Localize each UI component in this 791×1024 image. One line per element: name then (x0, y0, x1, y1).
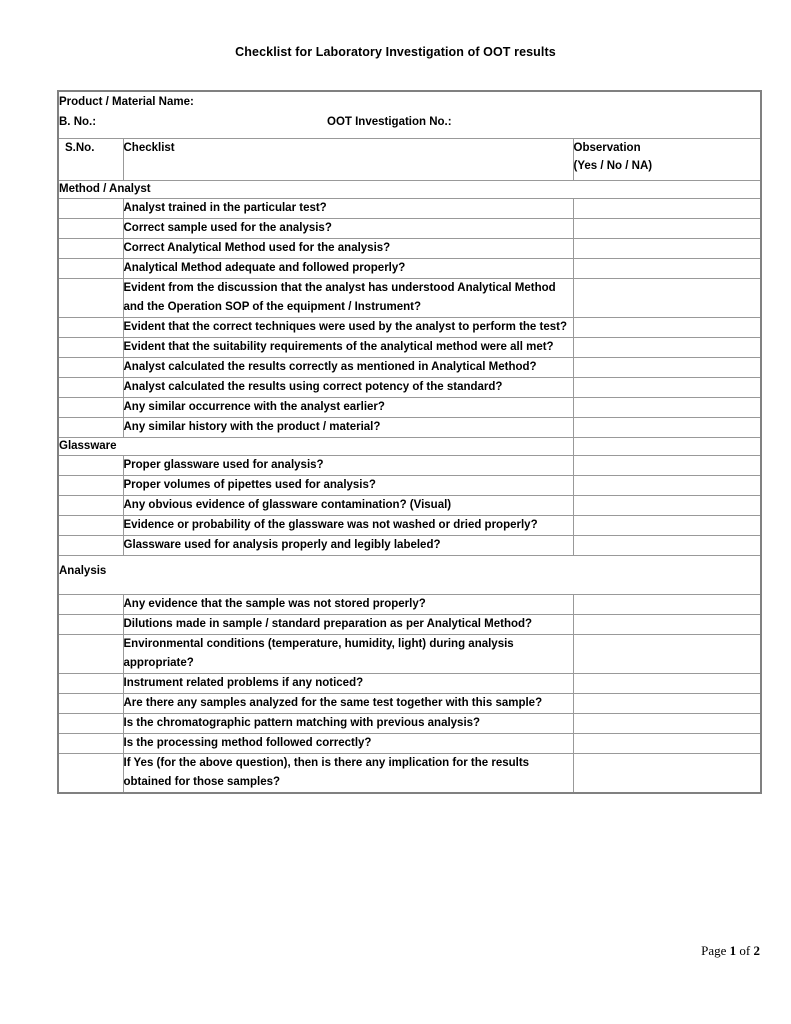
observation-cell[interactable] (573, 318, 761, 338)
checklist-item-text: Glassware used for analysis properly and legibly labeled? (123, 536, 573, 556)
observation-cell[interactable] (573, 754, 761, 794)
page-title: Checklist for Laboratory Investigation of OOT results (235, 45, 556, 59)
table-row (58, 418, 761, 438)
table-row (58, 615, 761, 635)
observation-cell[interactable] (573, 438, 761, 456)
checklist-item-text: Any similar history with the product / material? (123, 418, 573, 438)
table-row (58, 635, 761, 674)
checklist-item-text: Is the processing method followed correctly? (123, 734, 573, 754)
footer-total-pages: 2 (753, 943, 760, 958)
serial-number-cell[interactable] (58, 536, 123, 556)
table-row (58, 674, 761, 694)
serial-number-cell[interactable] (58, 239, 123, 259)
table-row (58, 734, 761, 754)
observation-cell[interactable] (573, 615, 761, 635)
serial-number-cell[interactable] (58, 754, 123, 794)
table-row (58, 398, 761, 418)
table-row (58, 219, 761, 239)
table-row (58, 536, 761, 556)
serial-number-cell[interactable] (58, 694, 123, 714)
table-row (58, 516, 761, 536)
checklist-item-text: Evidence or probability of the glassware was not washed or dried properly? (123, 516, 573, 536)
observation-cell[interactable] (573, 456, 761, 476)
table-row (58, 754, 761, 794)
observation-header-line2: (Yes / No / NA) (573, 160, 653, 172)
observation-cell[interactable] (573, 714, 761, 734)
column-header-observation (573, 139, 761, 181)
observation-cell[interactable] (573, 239, 761, 259)
table-row (58, 714, 761, 734)
checklist-item-text: Environmental conditions (temperature, humidity, light) during analysis appropriate? (123, 635, 573, 674)
column-header-checklist: Checklist (123, 139, 573, 181)
section-title: Analysis (58, 556, 761, 595)
observation-cell[interactable] (573, 338, 761, 358)
table-row (58, 456, 761, 476)
section-header-row (58, 556, 761, 595)
observation-cell[interactable] (573, 418, 761, 438)
checklist-item-text: Evident from the discussion that the analyst has understood Analytical Method and the Operation SOP of the equipment / Instrument? (123, 279, 573, 318)
serial-number-cell[interactable] (58, 338, 123, 358)
observation-cell[interactable] (573, 378, 761, 398)
serial-number-cell[interactable] (58, 259, 123, 279)
checklist-item-text: Dilutions made in sample / standard preparation as per Analytical Method? (123, 615, 573, 635)
observation-cell[interactable] (573, 694, 761, 714)
serial-number-cell[interactable] (58, 318, 123, 338)
table-row (58, 694, 761, 714)
observation-header-line1: Observation (573, 142, 641, 154)
observation-cell[interactable] (573, 595, 761, 615)
serial-number-cell[interactable] (58, 615, 123, 635)
serial-number-cell[interactable] (58, 398, 123, 418)
table-row (58, 199, 761, 219)
observation-cell[interactable] (573, 279, 761, 318)
table-row (58, 279, 761, 318)
serial-number-cell[interactable] (58, 279, 123, 318)
checklist-item-text: Correct sample used for the analysis? (123, 219, 573, 239)
checklist-item-text: Are there any samples analyzed for the same test together with this sample? (123, 694, 573, 714)
column-header-sno: S.No. (58, 139, 123, 181)
table-row (58, 338, 761, 358)
serial-number-cell[interactable] (58, 418, 123, 438)
checklist-item-text: Analyst calculated the results using correct potency of the standard? (123, 378, 573, 398)
observation-cell[interactable] (573, 635, 761, 674)
serial-number-cell[interactable] (58, 595, 123, 615)
footer-page-middle: of (736, 943, 754, 958)
checklist-item-text: If Yes (for the above question), then is there any implication for the results obtained for those samples? (123, 754, 573, 794)
serial-number-cell[interactable] (58, 714, 123, 734)
table-row (58, 378, 761, 398)
table-row (58, 496, 761, 516)
observation-cell[interactable] (573, 476, 761, 496)
batch-number-label: B. No.: (59, 116, 97, 128)
serial-number-cell[interactable] (58, 456, 123, 476)
checklist-item-text: Analytical Method adequate and followed properly? (123, 259, 573, 279)
section-title: Method / Analyst (58, 181, 761, 199)
checklist-item-text: Any evidence that the sample was not stored properly? (123, 595, 573, 615)
checklist-table-container (57, 90, 760, 794)
checklist-table (57, 90, 762, 794)
table-row (58, 476, 761, 496)
serial-number-cell[interactable] (58, 219, 123, 239)
observation-cell[interactable] (573, 358, 761, 378)
product-info-cell (58, 91, 761, 139)
checklist-item-text: Proper glassware used for analysis? (123, 456, 573, 476)
observation-cell[interactable] (573, 734, 761, 754)
serial-number-cell[interactable] (58, 734, 123, 754)
serial-number-cell[interactable] (58, 496, 123, 516)
batch-oot-line (59, 112, 760, 132)
footer-page-prefix: Page (701, 943, 730, 958)
checklist-item-text: Correct Analytical Method used for the analysis? (123, 239, 573, 259)
checklist-item-text: Any obvious evidence of glassware contamination? (Visual) (123, 496, 573, 516)
serial-number-cell[interactable] (58, 635, 123, 674)
product-name-label: Product / Material Name: (59, 96, 194, 108)
page-footer (0, 943, 760, 959)
checklist-item-text: Evident that the correct techniques were used by the analyst to perform the test? (123, 318, 573, 338)
observation-cell[interactable] (573, 219, 761, 239)
section-header-row (58, 438, 761, 456)
table-row (58, 318, 761, 338)
observation-cell[interactable] (573, 516, 761, 536)
checklist-item-text: Analyst calculated the results correctly as mentioned in Analytical Method? (123, 358, 573, 378)
observation-cell[interactable] (573, 674, 761, 694)
serial-number-cell[interactable] (58, 358, 123, 378)
product-info-row (58, 91, 761, 139)
observation-cell[interactable] (573, 536, 761, 556)
checklist-item-text: Evident that the suitability requirements of the analytical method were all met? (123, 338, 573, 358)
serial-number-cell[interactable] (58, 516, 123, 536)
table-row (58, 239, 761, 259)
checklist-table-body (58, 91, 761, 793)
serial-number-cell[interactable] (58, 674, 123, 694)
observation-cell[interactable] (573, 259, 761, 279)
serial-number-cell[interactable] (58, 199, 123, 219)
observation-cell[interactable] (573, 496, 761, 516)
checklist-item-text: Instrument related problems if any noticed? (123, 674, 573, 694)
checklist-item-text: Is the chromatographic pattern matching with previous analysis? (123, 714, 573, 734)
observation-cell[interactable] (573, 398, 761, 418)
checklist-item-text: Proper volumes of pipettes used for analysis? (123, 476, 573, 496)
table-row (58, 358, 761, 378)
table-row (58, 595, 761, 615)
checklist-item-text: Any similar occurrence with the analyst earlier? (123, 398, 573, 418)
oot-investigation-number-label: OOT Investigation No.: (327, 116, 452, 128)
section-title: Glassware (58, 438, 573, 456)
serial-number-cell[interactable] (58, 476, 123, 496)
section-header-row (58, 181, 761, 199)
observation-cell[interactable] (573, 199, 761, 219)
footer-current-page: 1 (729, 943, 737, 958)
column-header-row (58, 139, 761, 181)
table-row (58, 259, 761, 279)
checklist-item-text: Analyst trained in the particular test? (123, 199, 573, 219)
serial-number-cell[interactable] (58, 378, 123, 398)
